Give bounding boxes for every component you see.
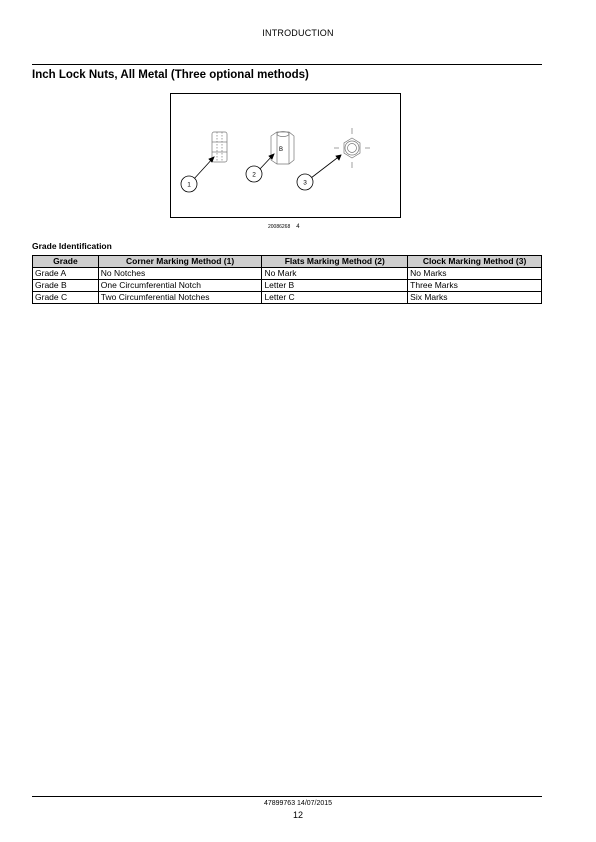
table-cell: No Notches [98, 268, 262, 280]
nut-corner-view [212, 132, 227, 162]
table-cell: Grade B [33, 280, 99, 292]
section-subtitle: Grade Identification [32, 241, 112, 251]
lock-nut-illustration [171, 94, 402, 219]
callout-label-2: 2 [252, 171, 256, 179]
table-cell: Six Marks [408, 292, 542, 304]
table-cell: Grade C [33, 292, 99, 304]
figure-ref-code: 20086268 [268, 224, 291, 230]
figure-frame [170, 93, 401, 218]
page-number: 12 [292, 810, 303, 820]
grade-table [32, 255, 542, 304]
figure-ref-number: 4 [296, 224, 300, 230]
figure-reference [268, 224, 300, 230]
table-cell: No Marks [408, 268, 542, 280]
table-row [33, 280, 542, 292]
table-cell: Two Circumferential Notches [98, 292, 262, 304]
header-rule [32, 64, 542, 65]
table-cell: No Mark [262, 268, 408, 280]
nut-clock-view [334, 128, 370, 168]
callout-label-1: 1 [187, 181, 191, 189]
table-row [33, 292, 542, 304]
page-title: Inch Lock Nuts, All Metal (Three optional methods) [32, 69, 309, 81]
column-header: Grade [33, 256, 99, 268]
footer-doc-ref: 47899763 14/07/2015 [263, 800, 333, 807]
callout-label-3: 3 [303, 179, 307, 187]
running-header: INTRODUCTION [262, 28, 334, 38]
table-row [33, 268, 542, 280]
column-header: Clock Marking Method (3) [408, 256, 542, 268]
footer-rule [32, 796, 542, 797]
table-cell: Grade A [33, 268, 99, 280]
flat-letter-mark: B [279, 147, 284, 153]
column-header: Flats Marking Method (2) [262, 256, 408, 268]
table-cell: Letter C [262, 292, 408, 304]
column-header: Corner Marking Method (1) [98, 256, 262, 268]
table-header-row [33, 256, 542, 268]
table-cell: Letter B [262, 280, 408, 292]
table-cell: Three Marks [408, 280, 542, 292]
table-cell: One Circumferential Notch [98, 280, 262, 292]
